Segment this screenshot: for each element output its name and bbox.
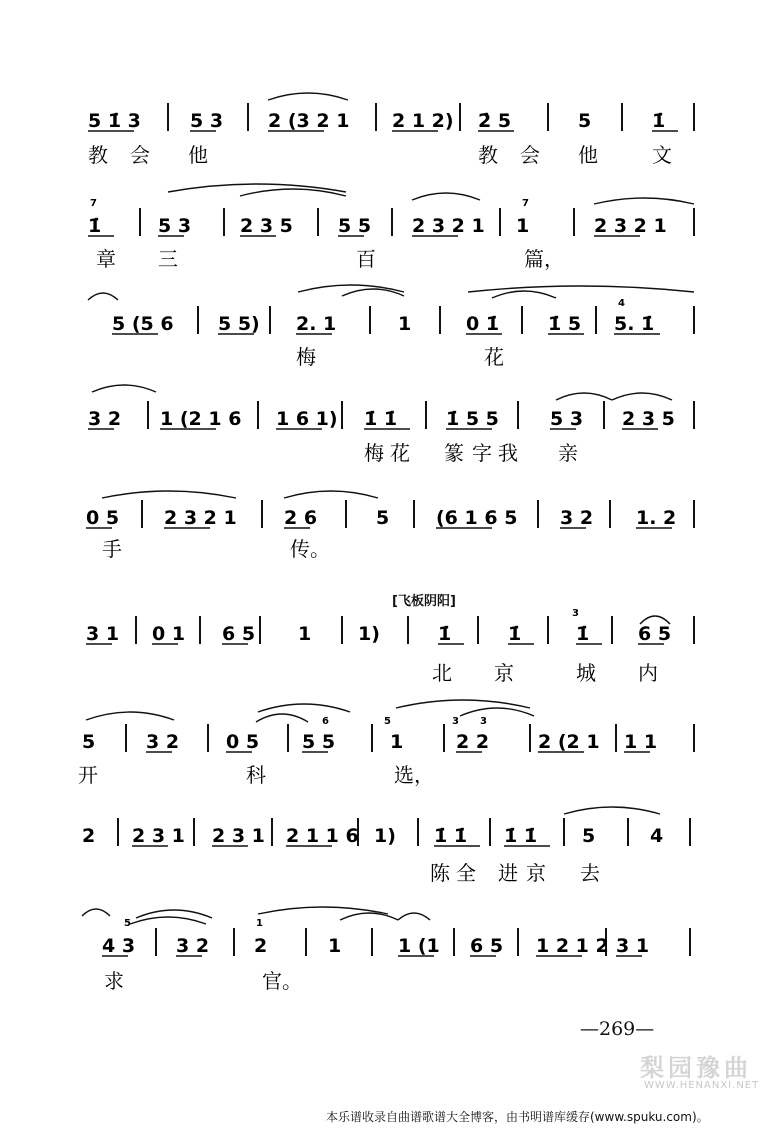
slur: [86, 712, 174, 720]
measure: 2: [254, 935, 268, 957]
lyric-syllable: 篆: [444, 441, 464, 465]
measure: 0 1̇: [466, 313, 500, 335]
measure: 2 3 1: [132, 825, 185, 847]
measure: 6 5: [470, 935, 504, 957]
measure: 1̇ 1̇: [504, 825, 538, 847]
lyric-syllable: 京: [526, 861, 546, 885]
measure: 2 3 2 1: [164, 507, 237, 529]
lyric-syllable: 字: [472, 441, 492, 465]
measure: 1̇: [576, 623, 590, 645]
lyric-syllable: 选，: [394, 763, 434, 787]
measure: 2 3 2 1: [412, 215, 485, 237]
lyric-syllable: 北: [432, 661, 452, 685]
measure: 1: [390, 731, 404, 753]
measure: 1): [374, 825, 396, 847]
slur: [564, 807, 660, 814]
measure: 0 5: [226, 731, 260, 753]
measure: 5 3: [190, 110, 224, 132]
measure: 2 6: [284, 507, 318, 529]
slur: [396, 700, 530, 708]
measure: 2 (3 2 1: [268, 110, 350, 132]
lyric-syllable: 花: [484, 345, 504, 369]
measure: 2 3 1: [212, 825, 265, 847]
page-number: —269—: [580, 1018, 655, 1040]
grace-note: 5: [384, 716, 391, 727]
measure: 1 2 1 2: [536, 935, 609, 957]
lyric-syllable: 教: [88, 143, 108, 167]
lyric-syllable: 求: [104, 969, 124, 993]
lyric-syllable: 京: [494, 661, 514, 685]
lyric-syllable: 三: [158, 247, 178, 271]
measure: 6 5: [638, 623, 672, 645]
measure: 5 5: [338, 215, 372, 237]
lyric-syllable: 梅: [364, 441, 384, 465]
measure: 0 5: [86, 507, 120, 529]
measure: 2 3 2 1: [594, 215, 667, 237]
slur: [130, 917, 206, 924]
slur: [340, 913, 398, 920]
slur: [594, 198, 694, 204]
watermark-logo: 梨园豫曲: [640, 1054, 752, 1082]
slur: [398, 913, 430, 920]
grace-note: 3: [480, 716, 487, 727]
measure: 5: [578, 110, 592, 132]
measure: 1̇ 5: [548, 313, 582, 335]
slur: [284, 491, 378, 498]
slur: [256, 714, 308, 722]
lyric-syllable: 内: [638, 661, 658, 685]
lyric-syllable: 官。: [262, 969, 302, 993]
grace-note: 1: [256, 918, 263, 929]
measure: 5: [376, 507, 390, 529]
lyric-syllable: 陈: [430, 861, 450, 885]
grace-note: 7: [522, 198, 529, 209]
measure: 4: [650, 825, 664, 847]
grace-note: 3: [572, 608, 579, 619]
measure: 3 2: [560, 507, 594, 529]
measure: 2 2: [456, 731, 490, 753]
measure: 1 6 1): [276, 408, 338, 430]
slur: [268, 93, 348, 100]
section-label: [飞板阴阳]: [392, 594, 456, 609]
measure: 5 5: [302, 731, 336, 753]
measure: 5: [582, 825, 596, 847]
slur: [492, 291, 556, 298]
measure: 1̇: [652, 110, 666, 132]
lyric-syllable: 科: [246, 763, 266, 787]
measure: 0 1: [152, 623, 186, 645]
slur: [102, 491, 236, 498]
measure: 5 3: [550, 408, 584, 430]
lyric-syllable: 会: [130, 143, 150, 167]
measure: 1): [358, 623, 380, 645]
lyric-syllable: 传。: [290, 537, 330, 561]
lyric-syllable: 篇，: [524, 247, 564, 271]
slur: [612, 393, 672, 400]
measure: 1̇ 1̇: [364, 408, 398, 430]
measure: 1: [298, 623, 312, 645]
measure: 2. 1: [296, 313, 337, 335]
measure: 2: [82, 825, 96, 847]
measure: 1. 2: [636, 507, 677, 529]
lyric-syllable: 章: [96, 247, 116, 271]
lyric-syllable: 手: [102, 537, 122, 561]
lyric-syllable: 教: [478, 143, 498, 167]
grace-note: 6: [322, 716, 329, 727]
measure: (6 1 6 5: [436, 507, 518, 529]
measure: 1 (1: [398, 935, 440, 957]
grace-note: 3: [452, 716, 459, 727]
measure: 2̇ 5: [478, 110, 512, 132]
measure: 3 1: [616, 935, 650, 957]
slur: [468, 286, 694, 292]
measure: 5 5): [218, 313, 260, 335]
slur: [258, 704, 350, 712]
lyric-syllable: 进: [498, 861, 518, 885]
lyric-syllable: 我: [498, 441, 518, 465]
grace-note: 7: [90, 198, 97, 209]
measure: 1̇: [88, 215, 102, 237]
lyric-syllable: 亲: [558, 441, 578, 465]
slur: [82, 909, 110, 916]
measure: 6 5: [222, 623, 256, 645]
measure: 3 1: [86, 623, 120, 645]
measure: 1̇: [438, 623, 452, 645]
lyric-syllable: 去: [580, 861, 600, 885]
measure: 2 1 1 6: [286, 825, 359, 847]
lyric-syllable: 花: [390, 441, 410, 465]
slur: [88, 293, 118, 300]
measure: 1: [516, 215, 530, 237]
slur: [412, 193, 480, 200]
slur: [556, 393, 612, 400]
measure: 3 2: [146, 731, 180, 753]
measure: 2 (2 1: [538, 731, 600, 753]
measure: 3 2: [88, 408, 122, 430]
lyric-syllable: 城: [576, 661, 596, 685]
measure: 1̇ 1̇: [434, 825, 468, 847]
footer-note: 本乐谱收录自曲谱歌谱大全博客，由书明谱库缓存(www.spuku.com)。: [326, 1110, 709, 1124]
measure: 3 2: [176, 935, 210, 957]
lyric-syllable: 开: [78, 763, 98, 787]
lyric-syllable: 全: [456, 861, 476, 885]
lyrics: [78, 143, 672, 993]
measure: 2 3 5: [240, 215, 293, 237]
slur: [460, 708, 534, 716]
measure: 5. 1̇: [614, 313, 655, 335]
measure: 1: [328, 935, 342, 957]
measure: 1: [398, 313, 412, 335]
measure: 5 3: [158, 215, 192, 237]
measure: 1 1: [624, 731, 658, 753]
lyric-syllable: 他: [578, 143, 598, 167]
lyric-syllable: 会: [520, 143, 540, 167]
measure: 5: [82, 731, 96, 753]
lyric-syllable: 梅: [296, 345, 316, 369]
measure: 2 3 5: [622, 408, 675, 430]
measure: 4 3: [102, 935, 136, 957]
lyric-syllable: 他: [188, 143, 208, 167]
measures: [82, 110, 678, 957]
watermark-url: WWW.HENANXI.NET: [644, 1080, 760, 1091]
measure: 1̇: [508, 623, 522, 645]
grace-note: 4: [618, 298, 625, 309]
measure: 1 (2 1 6: [160, 408, 242, 430]
grace-note: 5: [124, 918, 131, 929]
lyric-syllable: 文: [652, 143, 672, 167]
measure: 5 (5 6: [112, 313, 174, 335]
measure: 5 1̇ 3: [88, 110, 141, 132]
slur: [92, 385, 156, 392]
measure: 1̇ 5 5: [446, 408, 499, 430]
lyric-syllable: 百: [356, 247, 376, 271]
measure: 2 1 2): [392, 110, 454, 132]
